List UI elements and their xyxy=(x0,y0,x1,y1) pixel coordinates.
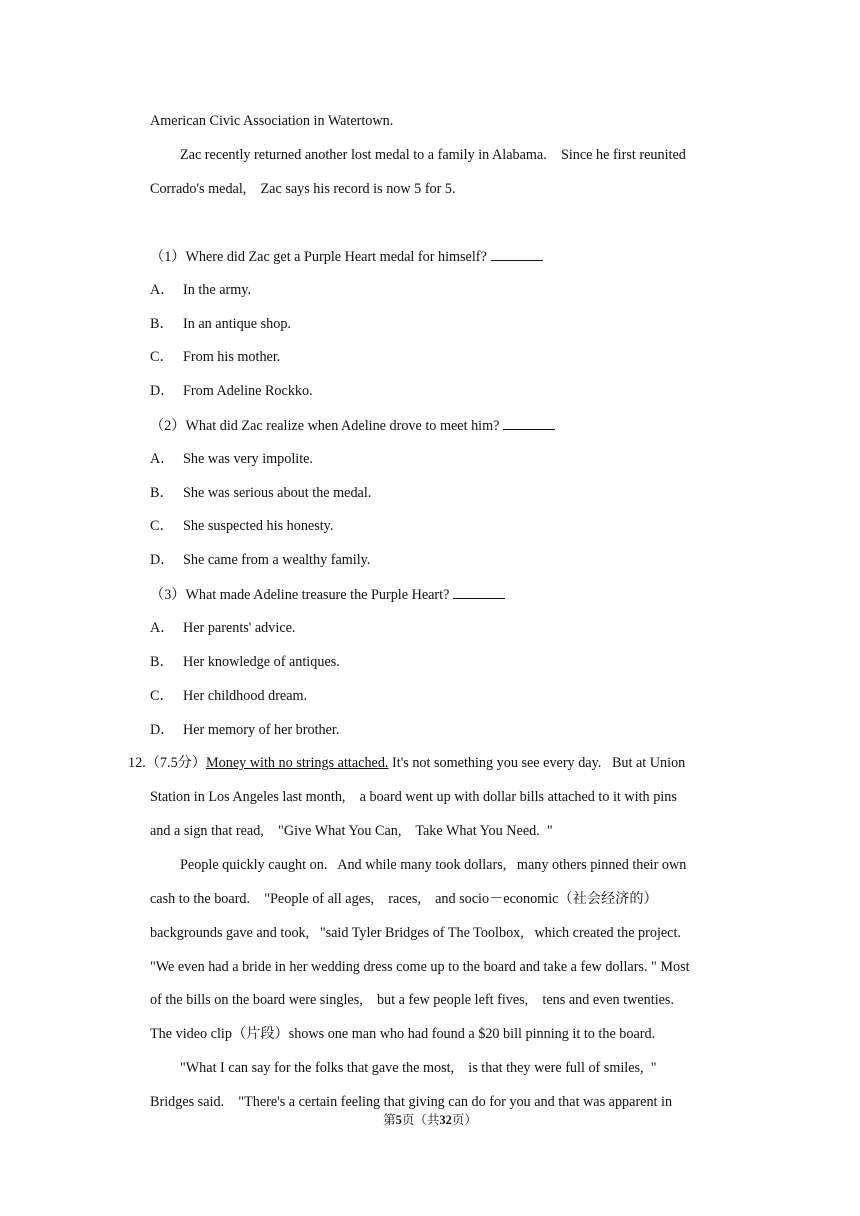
option-3c: C． Her childhood dream. xyxy=(150,688,308,704)
passage-line: cash to the board. "People of all ages, races, and socio－economic（社会经济的） xyxy=(150,891,658,907)
option-1d: D． From Adeline Rockko. xyxy=(150,383,313,399)
option-2c: C． She suspected his honesty. xyxy=(150,518,334,534)
question-score: （7.5分） xyxy=(145,755,207,771)
option-1b: B． In an antique shop. xyxy=(150,316,291,332)
answer-blank xyxy=(503,415,555,430)
question-1-stem: （1）Where did Zac get a Purple Heart medal for himself? xyxy=(150,246,543,267)
passage-line: Station in Los Angeles last month, a board went up with dollar bills attached to it with pins xyxy=(150,789,677,805)
question-2-stem: （2）What did Zac realize when Adeline drove to meet him? xyxy=(150,415,555,436)
question-12-heading: 12.（7.5分）Money with no strings attached. It's not something you see every day. But at Union xyxy=(128,755,686,771)
option-1a: A． In the army. xyxy=(150,282,252,298)
answer-blank xyxy=(453,584,505,599)
page-footer: 第5页（共32页） xyxy=(383,1113,477,1127)
page-number: 5 xyxy=(395,1113,402,1127)
option-3a: A． Her parents' advice. xyxy=(150,620,296,636)
question-3-stem: （3）What made Adeline treasure the Purple Heart? xyxy=(150,584,505,605)
passage-line: The video clip（片段）shows one man who had found a $20 bill pinning it to the board. xyxy=(150,1026,656,1042)
passage-line: and a sign that read, "Give What You Can, Take What You Need. " xyxy=(150,823,553,839)
passage-line: Corrado's medal, Zac says his record is now 5 for 5. xyxy=(150,181,456,197)
passage-title: Money with no strings attached. xyxy=(206,755,389,771)
passage-line: Zac recently returned another lost medal to a family in Alabama. Since he first reunited xyxy=(180,147,686,163)
passage-line: "What I can say for the folks that gave the most, is that they were full of smiles, " xyxy=(180,1060,657,1076)
passage-line: Bridges said. "There's a certain feeling that giving can do for you and that was apparent in xyxy=(150,1094,673,1110)
passage-line: American Civic Association in Watertown. xyxy=(150,113,394,129)
page-total: 32 xyxy=(439,1113,452,1127)
option-2d: D． She came from a wealthy family. xyxy=(150,552,371,568)
passage-line: "We even had a bride in her wedding dress come up to the board and take a few dollars. " Most xyxy=(150,959,690,975)
passage-line: backgrounds gave and took, "said Tyler Bridges of The Toolbox, which created the project. xyxy=(150,925,681,941)
answer-blank xyxy=(491,246,543,261)
option-1c: C． From his mother. xyxy=(150,349,281,365)
passage-line: People quickly caught on. And while many took dollars, many others pinned their own xyxy=(180,857,687,873)
passage-line: of the bills on the board were singles, but a few people left fives, tens and even twenties. xyxy=(150,992,675,1008)
option-2a: A． She was very impolite. xyxy=(150,451,314,467)
question-number: 12. xyxy=(128,755,146,771)
option-3d: D． Her memory of her brother. xyxy=(150,722,340,738)
option-3b: B． Her knowledge of antiques. xyxy=(150,654,340,670)
option-2b: B． She was serious about the medal. xyxy=(150,485,372,501)
